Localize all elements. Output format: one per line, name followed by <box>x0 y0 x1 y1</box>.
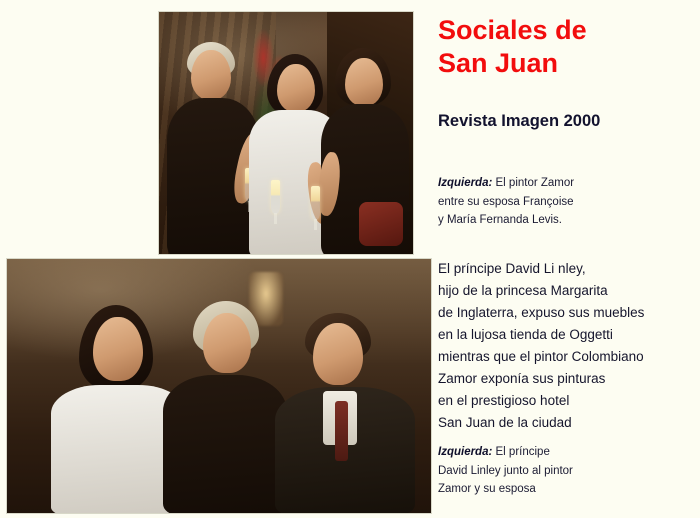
head <box>93 317 143 381</box>
head <box>203 313 251 373</box>
photo-zamor-group <box>158 11 414 255</box>
head <box>313 323 363 385</box>
body-line-7: en el prestigioso hotel <box>438 393 570 408</box>
body-line-1: El príncipe David Li nley, <box>438 261 586 276</box>
champagne-glass <box>311 186 320 220</box>
caption-lead: Izquierda: <box>438 446 493 458</box>
head <box>345 58 383 106</box>
head <box>191 50 231 100</box>
body-line-2: hijo de la princesa Margarita <box>438 283 608 298</box>
handbag <box>359 202 403 246</box>
head <box>277 64 315 112</box>
body-line-5: mientras que el pintor Colombiano <box>438 349 644 364</box>
caption-line-2: David Linley junto al pintor <box>438 464 573 477</box>
caption-line-2: entre su esposa Françoise <box>438 195 574 208</box>
body-line-8: San Juan de la ciudad <box>438 415 572 430</box>
title-line-1: Sociales de <box>438 15 587 45</box>
champagne-glass <box>271 180 280 214</box>
caption-lead: Izquierda: <box>438 177 493 189</box>
torso <box>163 375 287 514</box>
necktie <box>335 401 348 461</box>
caption-line-3: y María Fernanda Levis. <box>438 214 563 227</box>
title-line-2: San Juan <box>438 47 559 78</box>
page-title <box>438 14 694 80</box>
body-line-6: Zamor exponía sus pinturas <box>438 371 606 386</box>
caption-linley <box>438 443 684 499</box>
body-line-3: de Inglaterra, expuso sus muebles <box>438 305 645 320</box>
caption-line-3: Zamor y su esposa <box>438 483 536 496</box>
page-subtitle: Revista Imagen 2000 <box>438 112 601 130</box>
caption-line-1: El príncipe <box>492 446 550 458</box>
body-line-4: en la lujosa tienda de Oggetti <box>438 327 613 342</box>
caption-line-1: El pintor Zamor <box>492 177 575 189</box>
photo-linley-group <box>6 258 432 514</box>
article-body <box>438 258 690 434</box>
caption-zamor <box>438 174 684 230</box>
